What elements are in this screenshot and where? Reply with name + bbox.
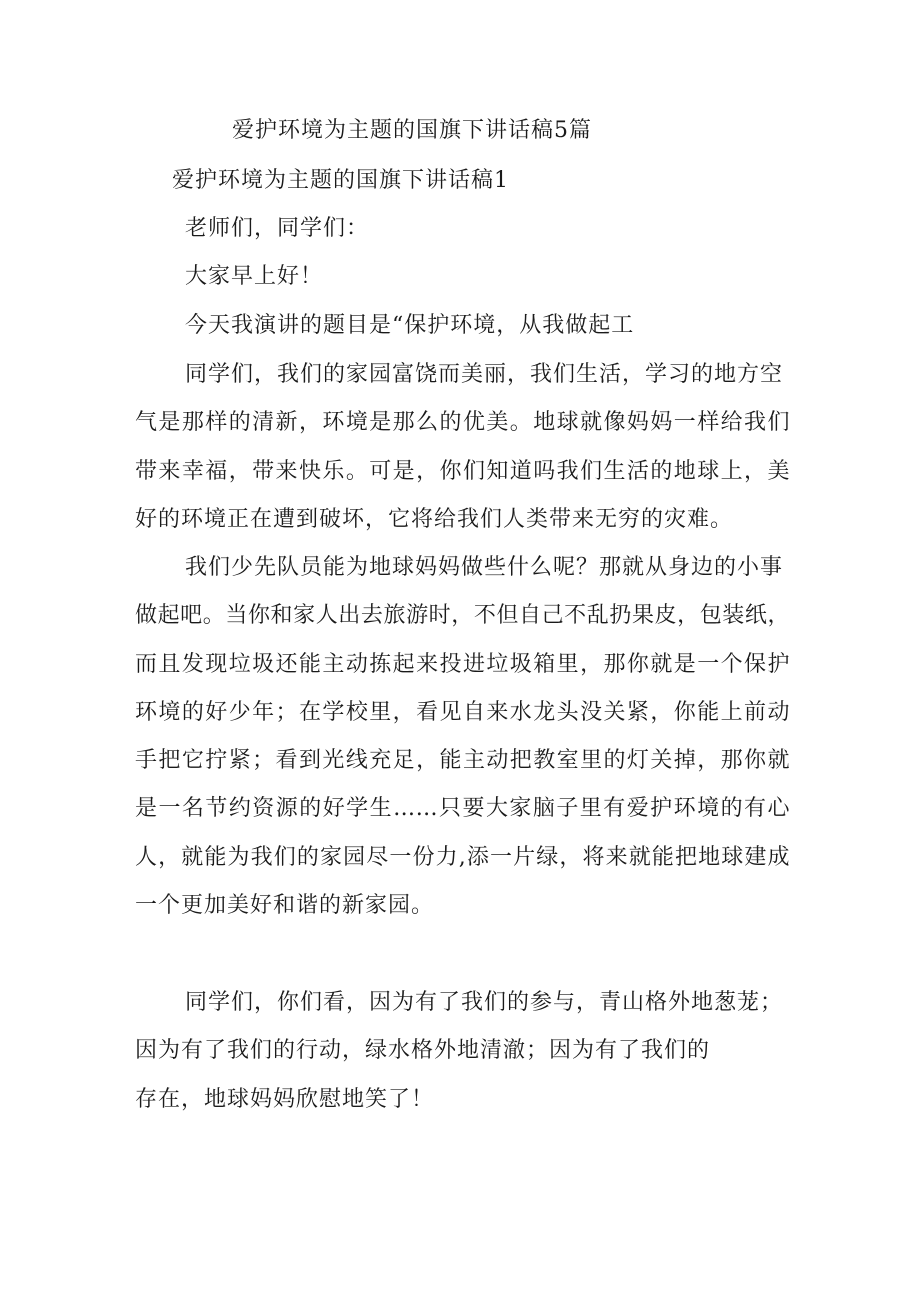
paragraph-2-line: 而且发现垃圾还能主动拣起来投进垃圾箱里，那你就是一个保护 [135, 652, 790, 677]
salutation: 老师们，同学们： [185, 216, 370, 241]
paragraph-2-line: 是一名节约资源的好学生……只要大家脑子里有爱护环境的有心 [135, 796, 790, 821]
paragraph-3-line: 存在，地球妈妈欣慰地笑了！ [135, 1087, 435, 1112]
speech-topic: 今天我演讲的题目是“保护环境，从我做起工 [185, 313, 635, 338]
paragraph-3-line: 因为有了我们的行动，绿水格外地清澈；因为有了我们的 [135, 1038, 711, 1063]
document-title: 爱护环境为主题的国旗下讲话稿5篇 [232, 118, 592, 143]
paragraph-2-line: 一个更加美好和谐的新家园。 [135, 893, 435, 918]
document-subtitle: 爱护环境为主题的国旗下讲话稿1 [172, 168, 509, 193]
paragraph-3-line: 同学们，你们看，因为有了我们的参与，青山格外地葱茏； [185, 990, 784, 1015]
paragraph-1-line: 同学们，我们的家园富饶而美丽，我们生活，学习的地方空 [185, 362, 784, 387]
paragraph-2-line: 手把它拧紧；看到光线充足，能主动把教室里的灯关掉，那你就 [135, 748, 790, 773]
paragraph-1-line: 好的环境正在遭到破坏，它将给我们人类带来无穷的灾难。 [135, 507, 734, 532]
paragraph-1-line: 气是那样的清新，环境是那么的优美。地球就像妈妈一样给我们 [135, 410, 790, 435]
paragraph-2-line: 环境的好少年；在学校里，看见自来水龙头没关紧，你能上前动 [135, 700, 790, 725]
paragraph-2-line: 我们少先队员能为地球妈妈做些什么呢？那就从身边的小事 [185, 555, 784, 580]
paragraph-1-line: 带来幸福，带来快乐。可是，你们知道吗我们生活的地球上，美 [135, 459, 790, 484]
greeting: 大家早上好！ [185, 264, 324, 289]
paragraph-2-line: 做起吧。当你和家人出去旅游时，不但自己不乱扔果皮，包装纸， [135, 603, 790, 628]
paragraph-2-line: 人，就能为我们的家园尽一份力,添一片绿，将来就能把地球建成 [135, 845, 790, 870]
